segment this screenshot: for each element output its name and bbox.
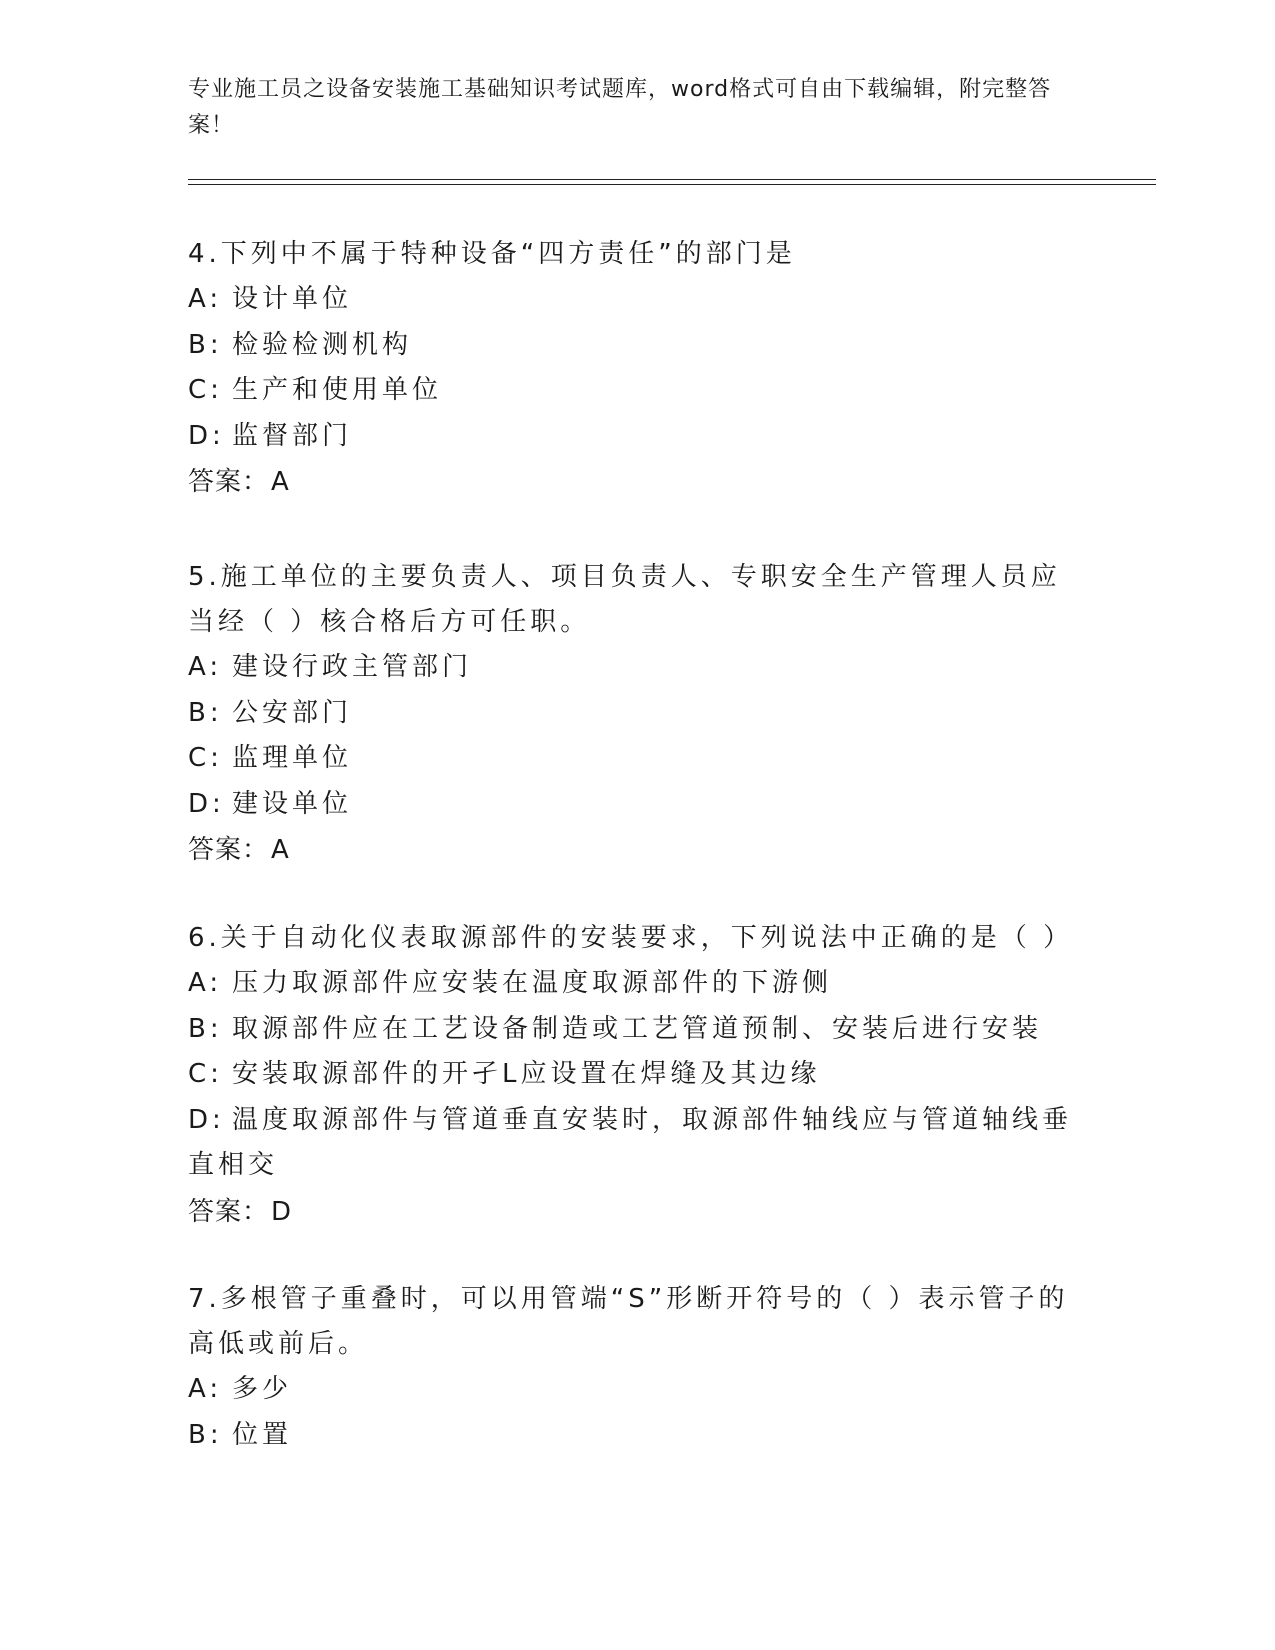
option-d bbox=[188, 782, 1088, 828]
answer-label: 答案： bbox=[188, 1196, 270, 1227]
option-letter: A: bbox=[188, 652, 223, 682]
question-stem: 7.多根管子重叠时，可以用管端“S”形断开符号的（ ）表示管子的高低或前后。 bbox=[188, 1284, 1069, 1359]
option-text: 公安部门 bbox=[232, 697, 353, 728]
answer-line bbox=[188, 1189, 1088, 1235]
answer-value: A bbox=[271, 467, 290, 497]
option-letter: B: bbox=[188, 697, 223, 728]
option-text: 压力取源部件应安装在温度取源部件的下游侧 bbox=[232, 968, 833, 998]
question-stem: 4.下列中不属于特种设备“四方责任”的部门是 bbox=[188, 239, 796, 269]
option-text: 监督部门 bbox=[232, 420, 353, 451]
option-text: 设计单位 bbox=[232, 284, 353, 314]
option-a bbox=[188, 645, 1088, 691]
option-text: 安装取源部件的开孑L应设置在焊缝及其边缘 bbox=[232, 1059, 821, 1089]
option-d bbox=[188, 1098, 1088, 1189]
question-7 bbox=[188, 1277, 1088, 1458]
answer-value: D bbox=[271, 1196, 293, 1227]
option-letter: C: bbox=[188, 1059, 223, 1089]
option-text: 多少 bbox=[232, 1374, 293, 1404]
answer-label: 答案： bbox=[188, 467, 270, 497]
option-letter: C: bbox=[188, 743, 223, 773]
option-c bbox=[188, 368, 1088, 414]
option-text: 温度取源部件与管道垂直安装时，取源部件轴线应与管道轴线垂直相交 bbox=[188, 1104, 1073, 1180]
option-a bbox=[188, 961, 1088, 1007]
option-a bbox=[188, 1367, 1088, 1413]
option-letter: B: bbox=[188, 1013, 223, 1044]
option-letter: B: bbox=[188, 1419, 223, 1450]
option-text: 取源部件应在工艺设备制造或工艺管道预制、安装后进行安装 bbox=[232, 1013, 1043, 1044]
answer-value: A bbox=[271, 835, 290, 865]
option-text: 监理单位 bbox=[232, 743, 353, 773]
answer-label: 答案： bbox=[188, 835, 270, 865]
option-letter: B: bbox=[188, 329, 223, 360]
option-letter: A: bbox=[188, 284, 223, 314]
option-text: 建设单位 bbox=[232, 788, 353, 819]
answer-line bbox=[188, 459, 1088, 505]
option-b bbox=[188, 323, 1088, 369]
option-text: 建设行政主管部门 bbox=[232, 652, 473, 682]
document-header: 专业施工员之设备安装施工基础知识考试题库，word格式可自由下载编辑，附完整答案！ bbox=[188, 77, 1052, 138]
option-text: 生产和使用单位 bbox=[232, 375, 443, 405]
option-letter: C: bbox=[188, 375, 223, 405]
option-c bbox=[188, 736, 1088, 782]
option-letter: D: bbox=[188, 788, 225, 819]
question-stem: 5.施工单位的主要负责人、项目负责人、专职安全生产管理人员应当经（ ）核合格后方可任职。 bbox=[188, 562, 1061, 637]
header-divider-bottom bbox=[188, 184, 1156, 185]
option-b bbox=[188, 1007, 1088, 1053]
option-b bbox=[188, 691, 1088, 737]
question-6 bbox=[188, 916, 1088, 1235]
option-text: 位置 bbox=[232, 1419, 293, 1450]
option-letter: A: bbox=[188, 968, 223, 998]
option-a bbox=[188, 277, 1088, 323]
option-letter: D: bbox=[188, 1104, 225, 1135]
option-letter: D: bbox=[188, 420, 225, 451]
option-text: 检验检测机构 bbox=[232, 329, 413, 360]
question-stem: 6.关于自动化仪表取源部件的安装要求，下列说法中正确的是（ ） bbox=[188, 923, 1074, 953]
question-4 bbox=[188, 232, 1088, 505]
answer-line bbox=[188, 827, 1088, 873]
header-divider-top bbox=[188, 179, 1156, 180]
option-d bbox=[188, 414, 1088, 460]
option-c bbox=[188, 1052, 1088, 1098]
question-5 bbox=[188, 555, 1088, 873]
option-b bbox=[188, 1413, 1088, 1459]
option-letter: A: bbox=[188, 1374, 223, 1404]
